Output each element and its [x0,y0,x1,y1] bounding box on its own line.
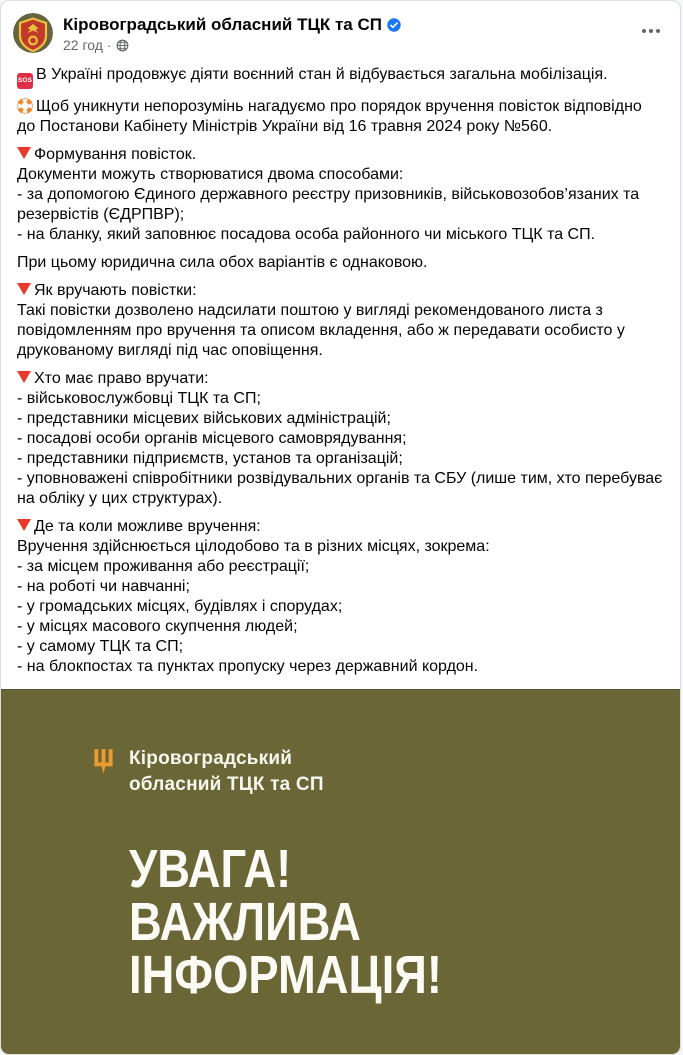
post-line: Хто має право вручати: [17,369,664,389]
post-header [1,1,680,53]
dot-icon [642,29,646,33]
post-text [1,53,680,677]
verified-badge-icon [387,18,401,32]
post-line: - у місцях масового скупчення людей; [17,618,298,635]
red-triangle-icon [17,519,31,531]
image-headline [129,839,443,1005]
ring-buoy-icon [17,98,33,114]
red-triangle-icon [17,283,31,295]
post-line: Документи можуть створюватися двома способами: [17,166,404,183]
timestamp[interactable]: 22 год [63,37,103,53]
post-line: - представники місцевих військових адміністрацій; [17,410,391,427]
image-org-line2: обласний ТЦК та СП [129,774,324,795]
post-paragraph [17,145,664,245]
page-name[interactable]: Кіровоградський обласний ТЦК та СП [63,15,382,34]
red-triangle-icon [17,371,31,383]
post-line: - за місцем проживання або реєстрації; [17,558,310,575]
post-image-attachment[interactable] [1,689,680,1055]
meta-separator: · [106,37,112,53]
sos-icon: SOS [17,73,33,89]
post-line: - на бланку, який заповнює посадова особа районного чи міського ТЦК та СП. [17,226,596,243]
post-line: - уповноважені співробітники розвідувальних органів та СБУ (лише тим, хто перебуває на обліку у цих структурах). [17,470,663,507]
post-paragraph [17,253,664,273]
post-line: - на роботі чи навчанні; [17,578,190,595]
post-line: - на блокпостах та пунктах пропуску через державний кордон. [17,658,479,675]
post-line: Вручення здійснюється цілодобово та в різних місцях, зокрема: [17,538,490,555]
post-line: Такі повістки дозволено надсилати поштою у вигляді рекомендованого листа з повідомленням про вручення та описом вкладення, або ж передавати особисто у друкованому вигляді під час оповіщення. [17,302,625,359]
image-headline-line3: ІНФОРМАЦІЯ! [129,945,443,1005]
tcc-emblem-icon [13,13,53,53]
image-headline-line2: ВАЖЛИВА [129,892,361,952]
post-paragraph [17,281,664,361]
post-line: Щоб уникнути непорозумінь нагадуємо про порядок вручення повісток відповідно до Постанови Кабінету Міністрів України від 16 травня 2024 року №560. [17,98,642,135]
image-headline-line1: УВАГА! [129,839,292,899]
globe-icon [116,39,129,52]
trident-icon [93,748,114,775]
post-line: При цьому юридична сила обох варіантів є однаковою. [17,254,428,271]
post-paragraph [17,369,664,509]
post-line: Як вручають повістки: [17,281,664,301]
post-paragraph [17,97,664,137]
post-line: - представники підприємств, установ та організацій; [17,450,403,467]
post-options-button[interactable] [640,23,662,39]
post-paragraph [17,65,664,89]
post-paragraph [17,517,664,677]
image-brand-row [93,746,324,798]
post-line: Формування повісток. [17,145,664,165]
dot-icon [649,29,653,33]
post-meta [63,37,401,53]
post-line: - у самому ТЦК та СП; [17,638,184,655]
post-line: SOS В Україні продовжує діяти воєнний стан й відбувається загальна мобілізація. [17,65,664,89]
post-line: - військовослужбовці ТЦК та СП; [17,390,261,407]
red-triangle-icon [17,147,31,159]
image-org-line1: Кіровоградський [129,748,293,769]
post-line: - у громадських місцях, будівлях і спорудах; [17,598,343,615]
avatar[interactable] [13,13,53,53]
post-line: - посадові особи органів місцевого самоврядування; [17,430,407,447]
header-text [63,13,401,53]
post-line: - за допомогою Єдиного державного реєстру призовників, військовозобов’язаних та резервістів (ЄДРПВР); [17,186,640,223]
post-line: Де та коли можливе вручення: [17,517,664,537]
dot-icon [656,29,660,33]
image-org-name [129,746,324,798]
